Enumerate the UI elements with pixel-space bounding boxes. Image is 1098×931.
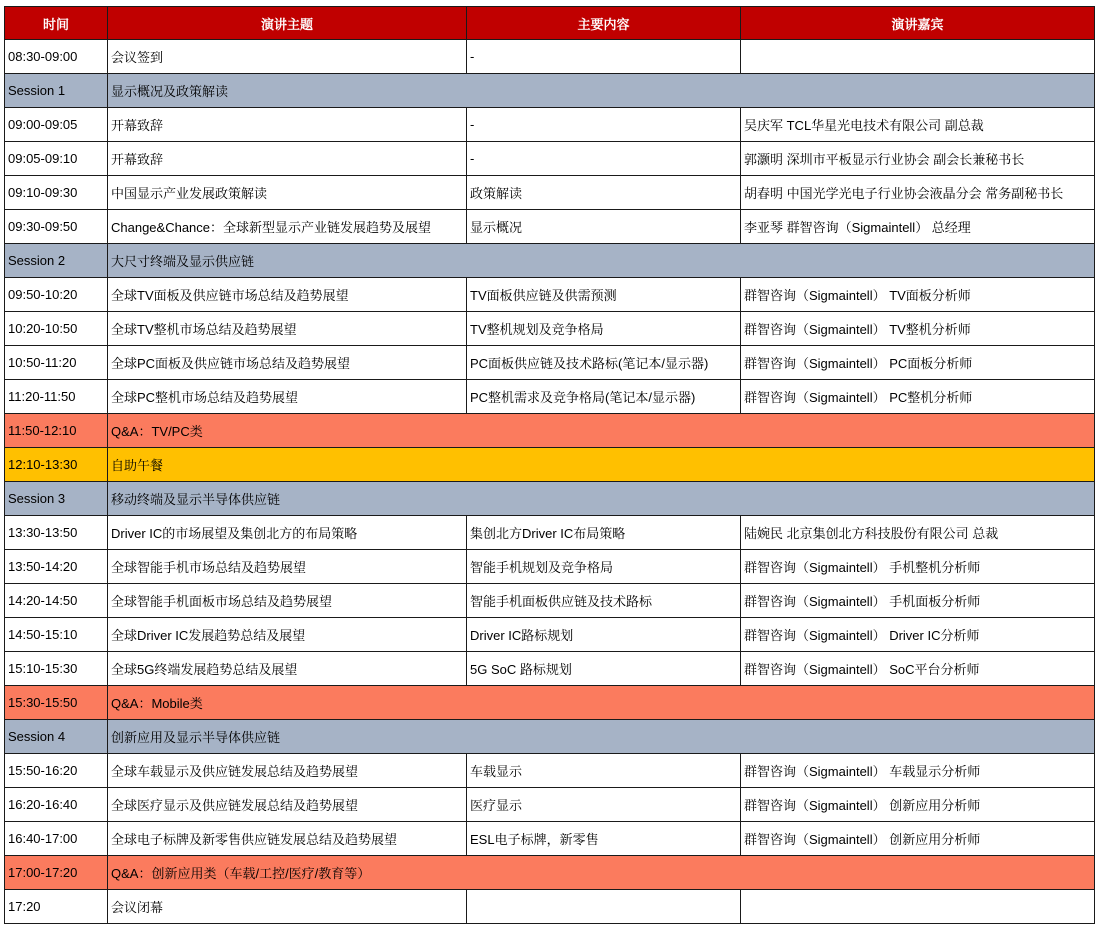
content-cell: 医疗显示 bbox=[467, 788, 741, 822]
speaker-cell: 陆婉民 北京集创北方科技股份有限公司 总裁 bbox=[741, 516, 1095, 550]
agenda-table bbox=[4, 6, 1095, 924]
agenda-row bbox=[5, 312, 1095, 346]
agenda-row bbox=[5, 584, 1095, 618]
speaker-cell: 吴庆军 TCL华星光电技术有限公司 副总裁 bbox=[741, 108, 1095, 142]
time-cell: 09:10-09:30 bbox=[5, 176, 108, 210]
agenda-row bbox=[5, 210, 1095, 244]
topic-cell: 开幕致辞 bbox=[108, 108, 467, 142]
session-label: Session 1 bbox=[5, 74, 108, 108]
time-cell: 15:50-16:20 bbox=[5, 754, 108, 788]
speaker-cell: 群智咨询（Sigmaintell） SoC平台分析师 bbox=[741, 652, 1095, 686]
session-row bbox=[5, 482, 1095, 516]
speaker-cell: 胡春明 中国光学光电子行业协会液晶分会 常务副秘书长 bbox=[741, 176, 1095, 210]
speaker-cell: 群智咨询（Sigmaintell） 手机整机分析师 bbox=[741, 550, 1095, 584]
speaker-cell: 群智咨询（Sigmaintell） PC面板分析师 bbox=[741, 346, 1095, 380]
session-title: 创新应用及显示半导体供应链 bbox=[108, 720, 1095, 754]
agenda-row bbox=[5, 652, 1095, 686]
session-row bbox=[5, 74, 1095, 108]
topic-cell: 全球TV整机市场总结及趋势展望 bbox=[108, 312, 467, 346]
content-cell: PC整机需求及竞争格局(笔记本/显示器) bbox=[467, 380, 741, 414]
time-cell: 13:30-13:50 bbox=[5, 516, 108, 550]
topic-cell: 全球智能手机市场总结及趋势展望 bbox=[108, 550, 467, 584]
content-cell: 政策解读 bbox=[467, 176, 741, 210]
time-cell: 13:50-14:20 bbox=[5, 550, 108, 584]
speaker-cell bbox=[741, 890, 1095, 924]
topic-cell: 全球TV面板及供应链市场总结及趋势展望 bbox=[108, 278, 467, 312]
content-cell: ESL电子标牌，新零售 bbox=[467, 822, 741, 856]
agenda-row bbox=[5, 822, 1095, 856]
speaker-cell: 群智咨询（Sigmaintell） Driver IC分析师 bbox=[741, 618, 1095, 652]
lunch-title: 自助午餐 bbox=[108, 448, 1095, 482]
content-cell: 智能手机面板供应链及技术路标 bbox=[467, 584, 741, 618]
header-row bbox=[5, 7, 1095, 40]
topic-cell: 中国显示产业发展政策解读 bbox=[108, 176, 467, 210]
content-cell: - bbox=[467, 142, 741, 176]
content-cell: 显示概况 bbox=[467, 210, 741, 244]
speaker-cell: 李亚琴 群智咨询（Sigmaintell） 总经理 bbox=[741, 210, 1095, 244]
agenda-body bbox=[5, 40, 1095, 924]
topic-cell: 全球车载显示及供应链发展总结及趋势展望 bbox=[108, 754, 467, 788]
agenda-row bbox=[5, 754, 1095, 788]
time-cell: 11:50-12:10 bbox=[5, 414, 108, 448]
session-label: Session 3 bbox=[5, 482, 108, 516]
content-cell bbox=[467, 890, 741, 924]
agenda-row bbox=[5, 788, 1095, 822]
agenda-row bbox=[5, 176, 1095, 210]
agenda-row bbox=[5, 380, 1095, 414]
time-cell: 09:05-09:10 bbox=[5, 142, 108, 176]
time-cell: 10:50-11:20 bbox=[5, 346, 108, 380]
time-cell: 14:50-15:10 bbox=[5, 618, 108, 652]
header-content: 主要内容 bbox=[467, 7, 741, 40]
time-cell: 10:20-10:50 bbox=[5, 312, 108, 346]
topic-cell: 全球电子标牌及新零售供应链发展总结及趋势展望 bbox=[108, 822, 467, 856]
speaker-cell: 群智咨询（Sigmaintell） TV整机分析师 bbox=[741, 312, 1095, 346]
session-title: 显示概况及政策解读 bbox=[108, 74, 1095, 108]
content-cell: Driver IC路标规划 bbox=[467, 618, 741, 652]
speaker-cell: 群智咨询（Sigmaintell） TV面板分析师 bbox=[741, 278, 1095, 312]
time-cell: 15:10-15:30 bbox=[5, 652, 108, 686]
qa-title: Q&A：创新应用类（车载/工控/医疗/教育等） bbox=[108, 856, 1095, 890]
content-cell: 集创北方Driver IC布局策略 bbox=[467, 516, 741, 550]
time-cell: 17:20 bbox=[5, 890, 108, 924]
time-cell: 14:20-14:50 bbox=[5, 584, 108, 618]
topic-cell: 开幕致辞 bbox=[108, 142, 467, 176]
session-title: 移动终端及显示半导体供应链 bbox=[108, 482, 1095, 516]
session-label: Session 2 bbox=[5, 244, 108, 278]
content-cell: 车载显示 bbox=[467, 754, 741, 788]
header-speaker: 演讲嘉宾 bbox=[741, 7, 1095, 40]
agenda-row bbox=[5, 40, 1095, 74]
agenda-row bbox=[5, 550, 1095, 584]
topic-cell: 全球智能手机面板市场总结及趋势展望 bbox=[108, 584, 467, 618]
time-cell: 09:50-10:20 bbox=[5, 278, 108, 312]
time-cell: 08:30-09:00 bbox=[5, 40, 108, 74]
speaker-cell: 群智咨询（Sigmaintell） 手机面板分析师 bbox=[741, 584, 1095, 618]
topic-cell: 全球PC整机市场总结及趋势展望 bbox=[108, 380, 467, 414]
agenda-row bbox=[5, 142, 1095, 176]
time-cell: 09:30-09:50 bbox=[5, 210, 108, 244]
agenda-row bbox=[5, 108, 1095, 142]
agenda-row bbox=[5, 890, 1095, 924]
time-cell: 17:00-17:20 bbox=[5, 856, 108, 890]
qa-row bbox=[5, 414, 1095, 448]
content-cell: TV面板供应链及供需预测 bbox=[467, 278, 741, 312]
topic-cell: 全球PC面板及供应链市场总结及趋势展望 bbox=[108, 346, 467, 380]
time-cell: 11:20-11:50 bbox=[5, 380, 108, 414]
qa-title: Q&A：TV/PC类 bbox=[108, 414, 1095, 448]
time-cell: 16:40-17:00 bbox=[5, 822, 108, 856]
speaker-cell: 郭灏明 深圳市平板显示行业协会 副会长兼秘书长 bbox=[741, 142, 1095, 176]
agenda-row bbox=[5, 618, 1095, 652]
content-cell: 5G SoC 路标规划 bbox=[467, 652, 741, 686]
content-cell: - bbox=[467, 40, 741, 74]
time-cell: 09:00-09:05 bbox=[5, 108, 108, 142]
time-cell: 15:30-15:50 bbox=[5, 686, 108, 720]
topic-cell: 全球Driver IC发展趋势总结及展望 bbox=[108, 618, 467, 652]
header-topic: 演讲主题 bbox=[108, 7, 467, 40]
content-cell: TV整机规划及竞争格局 bbox=[467, 312, 741, 346]
speaker-cell: 群智咨询（Sigmaintell） PC整机分析师 bbox=[741, 380, 1095, 414]
qa-row bbox=[5, 686, 1095, 720]
agenda-row bbox=[5, 346, 1095, 380]
speaker-cell: 群智咨询（Sigmaintell） 创新应用分析师 bbox=[741, 822, 1095, 856]
topic-cell: 全球医疗显示及供应链发展总结及趋势展望 bbox=[108, 788, 467, 822]
topic-cell: 全球5G终端发展趋势总结及展望 bbox=[108, 652, 467, 686]
session-title: 大尺寸终端及显示供应链 bbox=[108, 244, 1095, 278]
time-cell: 16:20-16:40 bbox=[5, 788, 108, 822]
time-cell: 12:10-13:30 bbox=[5, 448, 108, 482]
topic-cell: 会议闭幕 bbox=[108, 890, 467, 924]
speaker-cell: 群智咨询（Sigmaintell） 创新应用分析师 bbox=[741, 788, 1095, 822]
topic-cell: Change&Chance：全球新型显示产业链发展趋势及展望 bbox=[108, 210, 467, 244]
speaker-cell bbox=[741, 40, 1095, 74]
session-row bbox=[5, 720, 1095, 754]
header-time: 时间 bbox=[5, 7, 108, 40]
qa-title: Q&A：Mobile类 bbox=[108, 686, 1095, 720]
topic-cell: 会议签到 bbox=[108, 40, 467, 74]
session-row bbox=[5, 244, 1095, 278]
lunch-row bbox=[5, 448, 1095, 482]
content-cell: - bbox=[467, 108, 741, 142]
session-label: Session 4 bbox=[5, 720, 108, 754]
agenda-row bbox=[5, 516, 1095, 550]
agenda-header bbox=[5, 7, 1095, 40]
qa-row bbox=[5, 856, 1095, 890]
topic-cell: Driver IC的市场展望及集创北方的布局策略 bbox=[108, 516, 467, 550]
content-cell: PC面板供应链及技术路标(笔记本/显示器) bbox=[467, 346, 741, 380]
speaker-cell: 群智咨询（Sigmaintell） 车载显示分析师 bbox=[741, 754, 1095, 788]
agenda-row bbox=[5, 278, 1095, 312]
content-cell: 智能手机规划及竞争格局 bbox=[467, 550, 741, 584]
